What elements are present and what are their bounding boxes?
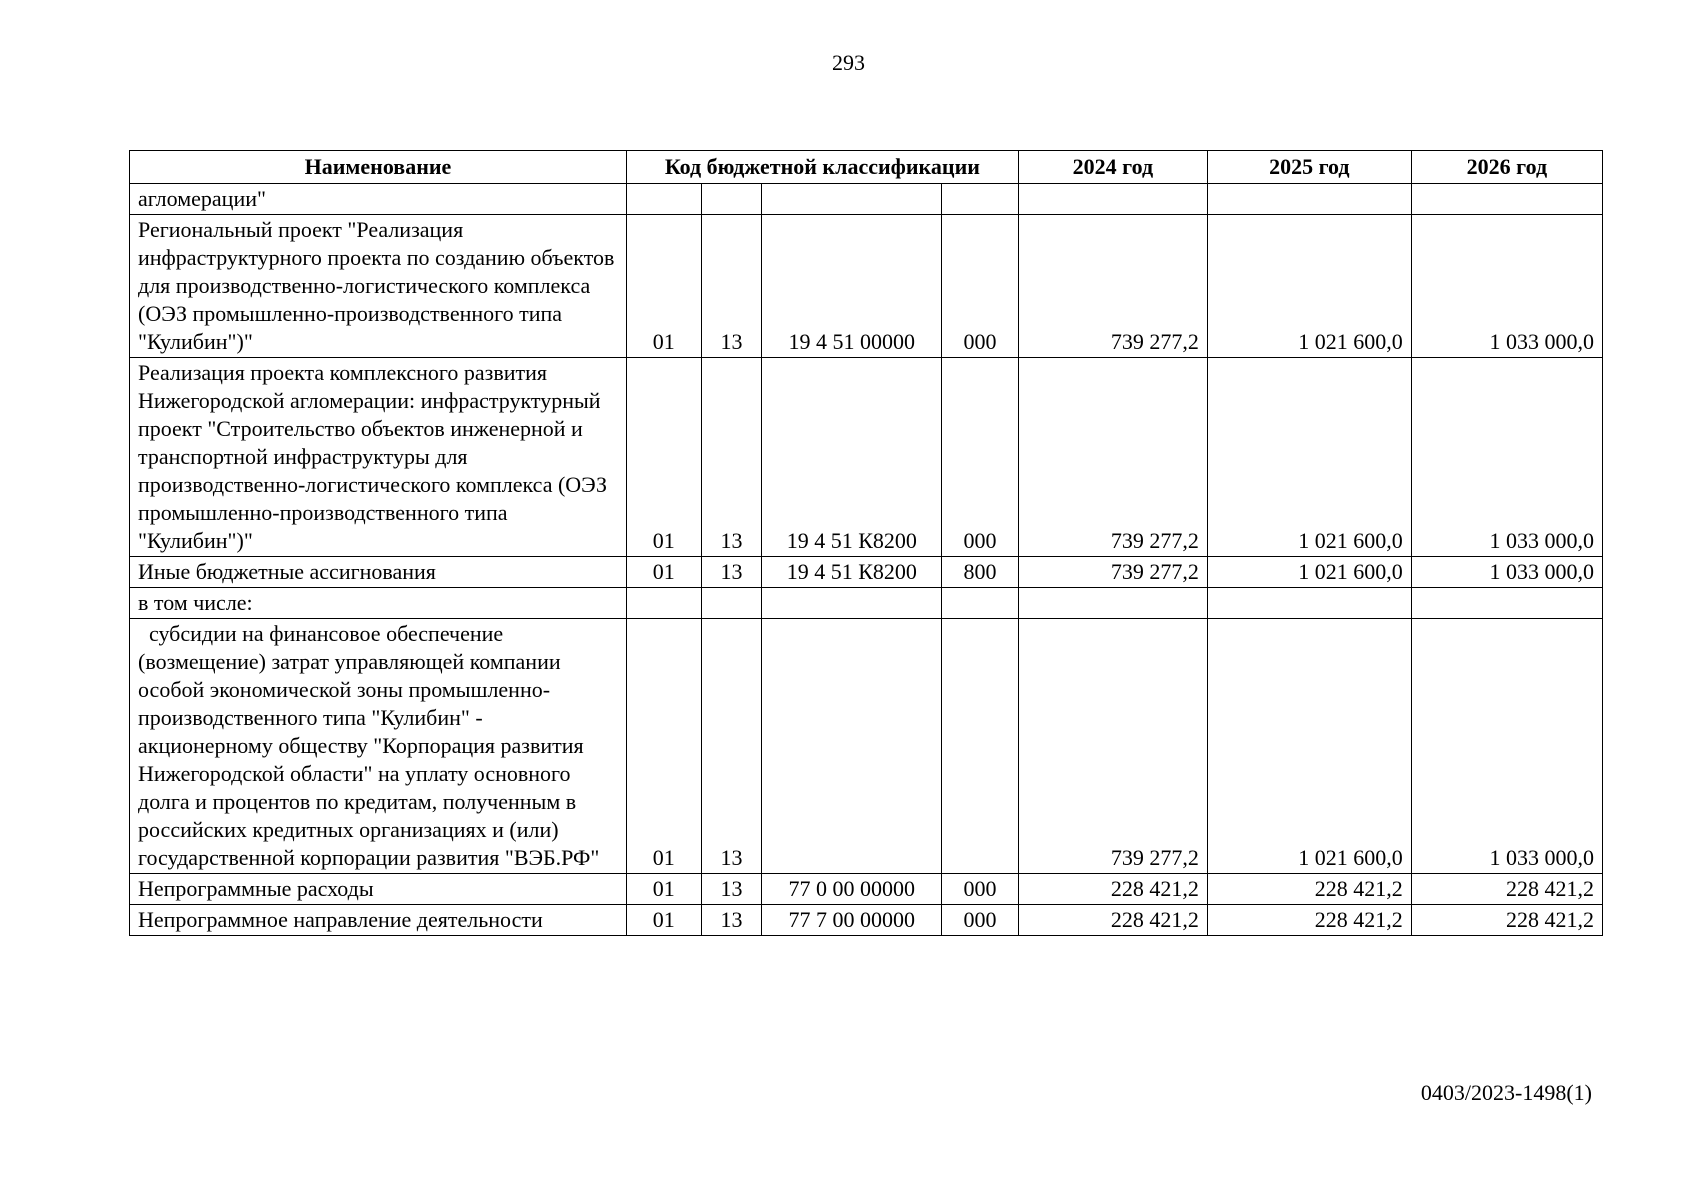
row-2025: 228 421,2	[1207, 905, 1411, 936]
row-2026: 1 033 000,0	[1411, 619, 1602, 874]
row-subsection: 13	[701, 619, 762, 874]
row-2025	[1207, 588, 1411, 619]
row-subsection: 13	[701, 905, 762, 936]
row-article: 19 4 51 00000	[762, 215, 942, 358]
table-row	[130, 619, 1603, 874]
row-article: 19 4 51 К8200	[762, 358, 942, 557]
row-2026: 228 421,2	[1411, 905, 1602, 936]
row-name-text: субсидии на финансовое обеспечение (возмещение) затрат управляющей компании особой экономической зоны промышленно-производственного типа "Кулибин" - акционерному обществу "Корпорация развития Нижегородской области" на уплату основного долга и процентов по кредитам, полученным в российских кредитных организациях и (или) государственной корпорации развития "ВЭБ.РФ"	[138, 621, 600, 870]
row-kind: 000	[942, 874, 1019, 905]
row-article: 77 7 00 00000	[762, 905, 942, 936]
row-article	[762, 588, 942, 619]
row-name: Иные бюджетные ассигнования	[130, 557, 627, 588]
document-code: 0403/2023-1498(1)	[1420, 1080, 1592, 1105]
row-kind: 000	[942, 905, 1019, 936]
row-name: Региональный проект "Реализация инфраструктурного проекта по созданию объектов для производственно-логистического комплекса (ОЭЗ промышленно-производственного типа "Кулибин")"	[130, 215, 627, 358]
row-2026: 1 033 000,0	[1411, 358, 1602, 557]
row-2026: 228 421,2	[1411, 874, 1602, 905]
row-subsection: 13	[701, 358, 762, 557]
header-name: Наименование	[130, 151, 627, 184]
table-row	[130, 557, 1603, 588]
budget-table	[129, 150, 1603, 936]
row-section: 01	[626, 619, 701, 874]
header-2024: 2024 год	[1018, 151, 1207, 184]
page-number: 293	[832, 50, 865, 75]
header-2026: 2026 год	[1411, 151, 1602, 184]
row-section: 01	[626, 215, 701, 358]
row-2025: 1 021 600,0	[1207, 619, 1411, 874]
row-subsection	[701, 588, 762, 619]
header-2025: 2025 год	[1207, 151, 1411, 184]
row-kind: 000	[942, 215, 1019, 358]
table-row	[130, 905, 1603, 936]
row-kind	[942, 619, 1019, 874]
row-subsection	[701, 184, 762, 215]
row-article	[762, 619, 942, 874]
row-kind	[942, 588, 1019, 619]
row-name: в том числе:	[130, 588, 627, 619]
row-article	[762, 184, 942, 215]
row-2024: 739 277,2	[1018, 215, 1207, 358]
table-row	[130, 358, 1603, 557]
header-row	[130, 151, 1603, 184]
row-2024: 228 421,2	[1018, 905, 1207, 936]
row-name	[130, 619, 627, 874]
row-2025	[1207, 184, 1411, 215]
row-article: 77 0 00 00000	[762, 874, 942, 905]
row-subsection: 13	[701, 215, 762, 358]
row-section	[626, 184, 701, 215]
row-article: 19 4 51 К8200	[762, 557, 942, 588]
row-name: Непрограммное направление деятельности	[130, 905, 627, 936]
table-row	[130, 588, 1603, 619]
row-2026: 1 033 000,0	[1411, 557, 1602, 588]
row-2025: 1 021 600,0	[1207, 358, 1411, 557]
row-name: Реализация проекта комплексного развития Нижегородской агломерации: инфраструктурный проект "Строительство объектов инженерной и транспортной инфраструктуры для производственно-логистического комплекса (ОЭЗ промышленно-производственного типа "Кулибин")"	[130, 358, 627, 557]
row-name: агломерации"	[130, 184, 627, 215]
row-subsection: 13	[701, 557, 762, 588]
row-2025: 228 421,2	[1207, 874, 1411, 905]
row-section: 01	[626, 557, 701, 588]
table-row	[130, 184, 1603, 215]
header-code: Код бюджетной классификации	[626, 151, 1018, 184]
row-2024	[1018, 184, 1207, 215]
row-2024: 739 277,2	[1018, 358, 1207, 557]
row-2025: 1 021 600,0	[1207, 215, 1411, 358]
row-2024: 739 277,2	[1018, 619, 1207, 874]
row-section	[626, 588, 701, 619]
row-name: Непрограммные расходы	[130, 874, 627, 905]
row-kind: 000	[942, 358, 1019, 557]
row-2026	[1411, 184, 1602, 215]
row-2025: 1 021 600,0	[1207, 557, 1411, 588]
row-section: 01	[626, 358, 701, 557]
table-row	[130, 215, 1603, 358]
row-2026: 1 033 000,0	[1411, 215, 1602, 358]
row-subsection: 13	[701, 874, 762, 905]
row-2024	[1018, 588, 1207, 619]
row-section: 01	[626, 874, 701, 905]
row-section: 01	[626, 905, 701, 936]
row-kind: 800	[942, 557, 1019, 588]
row-2024: 739 277,2	[1018, 557, 1207, 588]
table-row	[130, 874, 1603, 905]
row-2026	[1411, 588, 1602, 619]
row-2024: 228 421,2	[1018, 874, 1207, 905]
row-kind	[942, 184, 1019, 215]
